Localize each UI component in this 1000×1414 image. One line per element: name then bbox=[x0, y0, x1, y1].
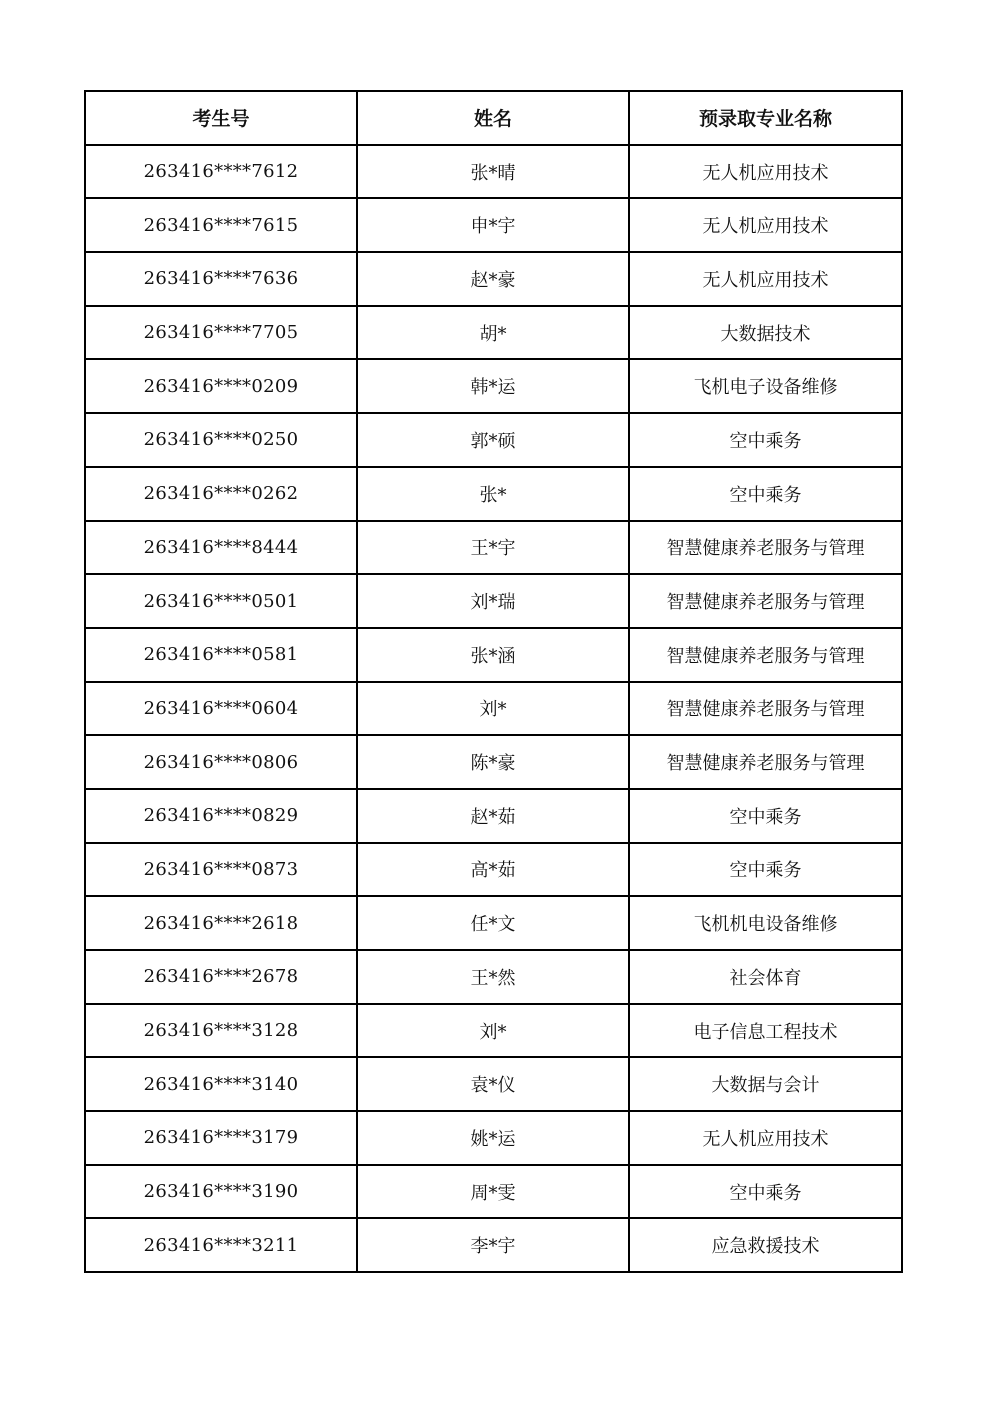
admission-table bbox=[84, 90, 903, 1273]
student-name-cell: 李*宇 bbox=[357, 1218, 629, 1272]
exam-number-cell: 263416****0873 bbox=[85, 843, 357, 897]
exam-number-cell: 263416****0250 bbox=[85, 413, 357, 467]
table-row bbox=[85, 1165, 902, 1219]
major-cell: 空中乘务 bbox=[629, 1165, 902, 1219]
exam-number-cell: 263416****0829 bbox=[85, 789, 357, 843]
exam-number-cell: 263416****0262 bbox=[85, 467, 357, 521]
table-row bbox=[85, 198, 902, 252]
exam-number-cell: 263416****2618 bbox=[85, 896, 357, 950]
exam-number-cell: 263416****3128 bbox=[85, 1004, 357, 1058]
major-cell: 无人机应用技术 bbox=[629, 252, 902, 306]
exam-number-cell: 263416****2678 bbox=[85, 950, 357, 1004]
exam-number-cell: 263416****8444 bbox=[85, 521, 357, 575]
table-row bbox=[85, 145, 902, 199]
table-row bbox=[85, 521, 902, 575]
table-row bbox=[85, 682, 902, 736]
table-row bbox=[85, 252, 902, 306]
major-cell: 社会体育 bbox=[629, 950, 902, 1004]
major-cell: 智慧健康养老服务与管理 bbox=[629, 521, 902, 575]
table-row bbox=[85, 1111, 902, 1165]
student-name-cell: 胡* bbox=[357, 306, 629, 360]
exam-number-cell: 263416****3140 bbox=[85, 1057, 357, 1111]
exam-number-cell: 263416****3190 bbox=[85, 1165, 357, 1219]
table-row bbox=[85, 896, 902, 950]
student-name-cell: 任*文 bbox=[357, 896, 629, 950]
student-name-cell: 赵*茹 bbox=[357, 789, 629, 843]
header-name: 姓名 bbox=[357, 91, 629, 145]
table-row bbox=[85, 843, 902, 897]
major-cell: 空中乘务 bbox=[629, 843, 902, 897]
major-cell: 应急救援技术 bbox=[629, 1218, 902, 1272]
student-name-cell: 陈*豪 bbox=[357, 735, 629, 789]
exam-number-cell: 263416****7612 bbox=[85, 145, 357, 199]
major-cell: 智慧健康养老服务与管理 bbox=[629, 628, 902, 682]
major-cell: 无人机应用技术 bbox=[629, 198, 902, 252]
table-header-row bbox=[85, 91, 902, 145]
major-cell: 无人机应用技术 bbox=[629, 1111, 902, 1165]
table-row bbox=[85, 1004, 902, 1058]
major-cell: 空中乘务 bbox=[629, 467, 902, 521]
student-name-cell: 高*茹 bbox=[357, 843, 629, 897]
table-row bbox=[85, 950, 902, 1004]
student-name-cell: 王*宇 bbox=[357, 521, 629, 575]
table-row bbox=[85, 1057, 902, 1111]
table-row bbox=[85, 628, 902, 682]
table-row bbox=[85, 306, 902, 360]
student-name-cell: 申*宇 bbox=[357, 198, 629, 252]
student-name-cell: 姚*运 bbox=[357, 1111, 629, 1165]
exam-number-cell: 263416****0806 bbox=[85, 735, 357, 789]
header-major: 预录取专业名称 bbox=[629, 91, 902, 145]
student-name-cell: 王*然 bbox=[357, 950, 629, 1004]
student-name-cell: 郭*硕 bbox=[357, 413, 629, 467]
student-name-cell: 张*晴 bbox=[357, 145, 629, 199]
table-body bbox=[85, 145, 902, 1272]
exam-number-cell: 263416****7705 bbox=[85, 306, 357, 360]
exam-number-cell: 263416****0604 bbox=[85, 682, 357, 736]
exam-number-cell: 263416****3179 bbox=[85, 1111, 357, 1165]
student-name-cell: 刘* bbox=[357, 1004, 629, 1058]
header-exam-number: 考生号 bbox=[85, 91, 357, 145]
student-name-cell: 袁*仪 bbox=[357, 1057, 629, 1111]
major-cell: 电子信息工程技术 bbox=[629, 1004, 902, 1058]
major-cell: 飞机机电设备维修 bbox=[629, 896, 902, 950]
major-cell: 无人机应用技术 bbox=[629, 145, 902, 199]
student-name-cell: 刘* bbox=[357, 682, 629, 736]
major-cell: 大数据与会计 bbox=[629, 1057, 902, 1111]
exam-number-cell: 263416****7615 bbox=[85, 198, 357, 252]
exam-number-cell: 263416****7636 bbox=[85, 252, 357, 306]
table-row bbox=[85, 789, 902, 843]
student-name-cell: 赵*豪 bbox=[357, 252, 629, 306]
exam-number-cell: 263416****0209 bbox=[85, 359, 357, 413]
table-row bbox=[85, 735, 902, 789]
major-cell: 智慧健康养老服务与管理 bbox=[629, 735, 902, 789]
exam-number-cell: 263416****3211 bbox=[85, 1218, 357, 1272]
exam-number-cell: 263416****0501 bbox=[85, 574, 357, 628]
exam-number-cell: 263416****0581 bbox=[85, 628, 357, 682]
student-name-cell: 刘*瑞 bbox=[357, 574, 629, 628]
student-name-cell: 韩*运 bbox=[357, 359, 629, 413]
major-cell: 智慧健康养老服务与管理 bbox=[629, 682, 902, 736]
table-row bbox=[85, 413, 902, 467]
student-name-cell: 张*涵 bbox=[357, 628, 629, 682]
table-row bbox=[85, 359, 902, 413]
major-cell: 空中乘务 bbox=[629, 413, 902, 467]
major-cell: 飞机电子设备维修 bbox=[629, 359, 902, 413]
major-cell: 空中乘务 bbox=[629, 789, 902, 843]
student-name-cell: 周*雯 bbox=[357, 1165, 629, 1219]
table-row bbox=[85, 467, 902, 521]
student-name-cell: 张* bbox=[357, 467, 629, 521]
table-row bbox=[85, 574, 902, 628]
major-cell: 智慧健康养老服务与管理 bbox=[629, 574, 902, 628]
admission-list-sheet bbox=[84, 90, 901, 1273]
table-row bbox=[85, 1218, 902, 1272]
major-cell: 大数据技术 bbox=[629, 306, 902, 360]
